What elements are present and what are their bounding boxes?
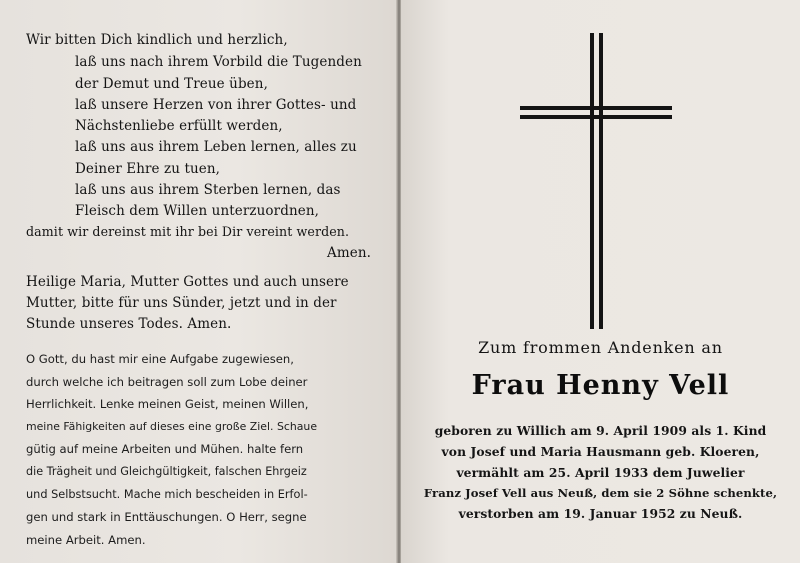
prayer-2-line: Heilige Maria, Mutter Gottes und auch unsere bbox=[26, 274, 349, 290]
biography-line: Franz Josef Vell aus Neuß, dem sie 2 Söhne schenkte, bbox=[423, 486, 778, 501]
prayer-3-line: gen und stark in Enttäuschungen. O Herr, segne bbox=[26, 510, 307, 525]
prayer-1-line: laß unsere Herzen von ihrer Gottes- und bbox=[75, 97, 357, 113]
prayer-3-line: meine Fähigkeiten auf dieses eine große Ziel. Schaue bbox=[26, 419, 318, 433]
biography-line: geboren zu Willich am 9. April 1909 als 1. Kind bbox=[434, 423, 767, 438]
prayer-1-line: Fleisch dem Willen unterzuordnen, bbox=[75, 203, 320, 219]
prayer-3 bbox=[26, 348, 370, 551]
prayer-1-line: laß uns aus ihrem Sterben lernen, das bbox=[75, 182, 341, 198]
prayer-1-line: laß uns nach ihrem Vorbild die Tugenden bbox=[75, 54, 362, 70]
biography-line: vermählt am 25. April 1933 dem Juwelier bbox=[456, 464, 745, 480]
prayer-2-line: Stunde unseres Todes. Amen. bbox=[26, 316, 232, 332]
prayer-1-line: damit wir dereinst mit ihr bei Dir vereint werden. bbox=[26, 224, 350, 239]
prayer-1-line: Wir bitten Dich kindlich und herzlich, bbox=[26, 32, 288, 48]
prayer-3-line: die Trägheit und Gleichgültigkeit, falschen Ehrgeiz bbox=[26, 464, 307, 478]
prayer-3-line: gütig auf meine Arbeiten und Mühen. halte fern bbox=[26, 442, 304, 457]
cross-icon bbox=[518, 33, 674, 329]
prayer-1-line: Nächstenliebe erfüllt werden, bbox=[75, 118, 283, 134]
biography-line: von Josef und Maria Hausmann geb. Kloeren, bbox=[441, 443, 760, 459]
prayer-3-line: durch welche ich beitragen soll zum Lobe deiner bbox=[26, 374, 308, 389]
biography-line: verstorben am 19. Januar 1952 zu Neuß. bbox=[458, 506, 743, 522]
prayer-2-line: Mutter, bitte für uns Sünder, jetzt und in der bbox=[26, 295, 337, 311]
prayer-3-line: O Gott, du hast mir eine Aufgabe zugewiesen, bbox=[26, 352, 294, 366]
prayer-1-line: Deiner Ehre zu tuen, bbox=[75, 161, 221, 177]
biography bbox=[401, 421, 800, 525]
prayer-3-line: und Selbstsucht. Mache mich bescheiden in Erfol- bbox=[26, 487, 308, 501]
prayer-1-amen: Amen. bbox=[327, 245, 372, 261]
prayer-1-line: der Demut und Treue üben, bbox=[75, 76, 268, 92]
prayer-3-line: Herrlichkeit. Lenke meinen Geist, meinen Willen, bbox=[26, 397, 309, 412]
memorial-heading: Zum frommen Andenken an bbox=[478, 338, 723, 357]
prayer-3-line: meine Arbeit. Amen. bbox=[26, 532, 146, 547]
left-page bbox=[0, 0, 397, 563]
prayer-1-line: laß uns aus ihrem Leben lernen, alles zu bbox=[75, 139, 357, 155]
deceased-name: Frau Henny Vell bbox=[471, 370, 730, 401]
